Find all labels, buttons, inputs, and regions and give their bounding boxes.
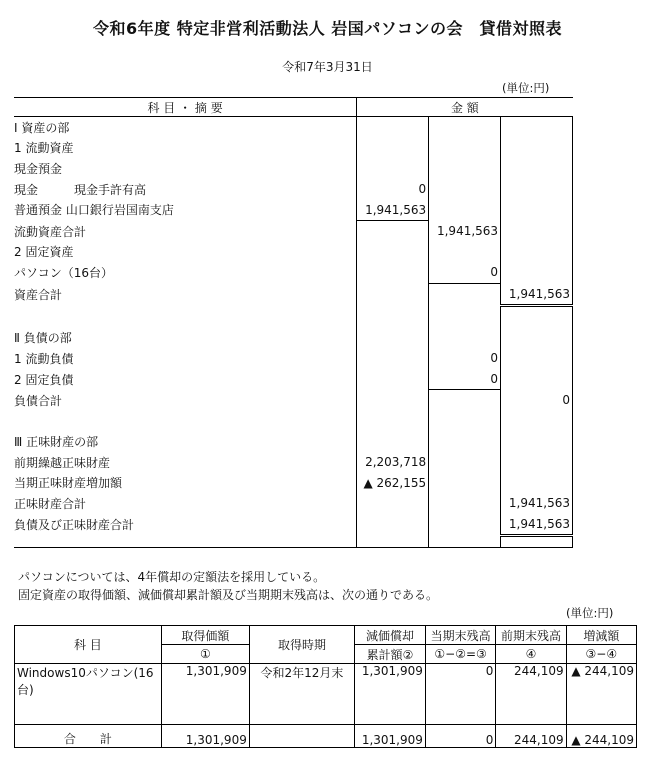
amount-col-2 xyxy=(429,411,501,432)
fa-header-dep: 減価償却 xyxy=(355,626,426,645)
fa-total-acq xyxy=(249,725,354,748)
balance-sheet-row xyxy=(14,179,573,200)
row-label: 2 固定資産 xyxy=(14,242,357,263)
balance-sheet-row xyxy=(14,473,573,494)
document-date: 令和7年3月31日 xyxy=(282,60,373,74)
balance-sheet-row xyxy=(14,262,573,283)
balance-sheet-row xyxy=(14,514,573,536)
amount-col-3 xyxy=(501,199,573,220)
amount-col-3 xyxy=(501,473,573,494)
amount-col-2 xyxy=(429,138,501,159)
amount-col-2 xyxy=(429,158,501,179)
row-label: 2 固定負債 xyxy=(14,369,357,390)
row-label xyxy=(14,305,357,327)
amount-col-2 xyxy=(429,473,501,494)
balance-sheet-row xyxy=(14,390,573,411)
fa-total-item: 合 計 xyxy=(15,725,162,748)
amount-col-2 xyxy=(429,514,501,536)
balance-sheet-row xyxy=(14,369,573,390)
balance-sheet-row xyxy=(14,138,573,159)
row-label: 正味財産合計 xyxy=(14,493,357,514)
amount-col-1 xyxy=(357,117,429,138)
document-title: 令和6年度 特定非営利活動法人 岩国パソコンの会 貸借対照表 xyxy=(93,19,562,38)
balance-sheet-row xyxy=(14,327,573,348)
amount-col-1 xyxy=(357,411,429,432)
row-label: 負債合計 xyxy=(14,390,357,411)
note-line-1: パソコンについては、4年償却の定額法を採用している。 xyxy=(18,570,326,584)
amount-col-1 xyxy=(357,305,429,327)
fa-cost: 1,301,909 xyxy=(161,664,249,725)
fa-header-cur: 当期末残高 xyxy=(425,626,495,645)
amount-col-3: 0 xyxy=(501,390,573,411)
fixed-asset-total-row xyxy=(15,725,637,748)
balance-sheet-row xyxy=(14,158,573,179)
fixed-asset-table xyxy=(14,625,637,748)
amount-col-3 xyxy=(501,220,573,241)
fixed-asset-row xyxy=(15,664,637,725)
amount-col-3: 1,941,563 xyxy=(501,493,573,514)
amount-col-3 xyxy=(501,117,573,138)
row-label: 前期繰越正味財産 xyxy=(14,452,357,473)
amount-col-3 xyxy=(501,158,573,179)
balance-sheet-row xyxy=(14,305,573,327)
amount-col-2: 0 xyxy=(429,348,501,369)
balance-sheet-row xyxy=(14,283,573,305)
amount-col-3 xyxy=(501,452,573,473)
fa-item: Windows10パソコン(16台) xyxy=(15,664,162,725)
amount-col-1 xyxy=(357,138,429,159)
header-amount: 金 額 xyxy=(357,98,573,117)
amount-col-2: 1,941,563 xyxy=(429,220,501,241)
fa-header-item: 科 目 xyxy=(15,626,162,664)
balance-sheet-row xyxy=(14,199,573,220)
header-item: 科 目 ・ 摘 要 xyxy=(14,98,357,117)
amount-col-2 xyxy=(429,242,501,263)
balance-sheet-row xyxy=(14,411,573,432)
balance-sheet-row xyxy=(14,220,573,241)
row-label: Ⅱ 負債の部 xyxy=(14,327,357,348)
amount-col-1 xyxy=(357,431,429,452)
row-label: 流動資産合計 xyxy=(14,220,357,241)
fa-total-cur: 0 xyxy=(425,725,495,748)
unit-label: (単位:円) xyxy=(502,81,550,95)
row-label: 負債及び正味財産合計 xyxy=(14,514,357,536)
amount-col-1 xyxy=(357,158,429,179)
balance-sheet-row xyxy=(14,348,573,369)
row-label: 現金預金 xyxy=(14,158,357,179)
row-label: 普通預金 山口銀行岩国南支店 xyxy=(14,199,357,220)
amount-col-3 xyxy=(501,348,573,369)
fa-cur: 0 xyxy=(425,664,495,725)
amount-col-1 xyxy=(357,493,429,514)
row-label: 現金 現金手許有高 xyxy=(14,179,357,200)
amount-col-1 xyxy=(357,369,429,390)
amount-col-1 xyxy=(357,390,429,411)
amount-col-3 xyxy=(501,138,573,159)
amount-col-1 xyxy=(357,242,429,263)
fa-acq: 令和2年12月末 xyxy=(249,664,354,725)
row-label: 1 流動資産 xyxy=(14,138,357,159)
amount-col-2 xyxy=(429,327,501,348)
row-label: 当期正味財産増加額 xyxy=(14,473,357,494)
amount-col-1 xyxy=(357,220,429,241)
row-label: 資産合計 xyxy=(14,283,357,305)
amount-col-2 xyxy=(429,390,501,411)
row-label: パソコン（16台） xyxy=(14,262,357,283)
amount-col-2 xyxy=(429,452,501,473)
fa-header-cur-sub: ①−②=③ xyxy=(425,645,495,664)
amount-col-3: 1,941,563 xyxy=(501,283,573,305)
row-label: Ⅲ 正味財産の部 xyxy=(14,431,357,452)
fa-total-chg: ▲ 244,109 xyxy=(566,725,636,748)
amount-col-2 xyxy=(429,117,501,138)
amount-col-3 xyxy=(501,305,573,327)
balance-sheet-row xyxy=(14,493,573,514)
fa-header-prev-no: ④ xyxy=(496,645,566,664)
amount-col-1 xyxy=(357,262,429,283)
fa-header-cost: 取得価額 xyxy=(161,626,249,645)
fixed-asset-header xyxy=(15,626,637,645)
amount-col-2 xyxy=(429,305,501,327)
fa-prev: 244,109 xyxy=(496,664,566,725)
amount-col-1 xyxy=(357,348,429,369)
amount-col-1: 1,941,563 xyxy=(357,199,429,220)
balance-sheet-bottom xyxy=(14,536,573,548)
amount-col-1: 2,203,718 xyxy=(357,452,429,473)
amount-col-3 xyxy=(501,179,573,200)
fa-total-prev: 244,109 xyxy=(496,725,566,748)
balance-sheet-header xyxy=(14,98,573,117)
amount-col-3 xyxy=(501,411,573,432)
amount-col-3 xyxy=(501,262,573,283)
amount-col-1 xyxy=(357,327,429,348)
fa-chg: ▲ 244,109 xyxy=(566,664,636,725)
balance-sheet-row xyxy=(14,431,573,452)
row-label: Ⅰ 資産の部 xyxy=(14,117,357,138)
row-label: 1 流動負債 xyxy=(14,348,357,369)
amount-col-3: 1,941,563 xyxy=(501,514,573,536)
amount-col-3 xyxy=(501,327,573,348)
fa-total-cost: 1,301,909 xyxy=(161,725,249,748)
unit-label-2: (単位:円) xyxy=(566,606,614,620)
fa-header-dep-sub: 累計額② xyxy=(355,645,426,664)
amount-col-1: ▲ 262,155 xyxy=(357,473,429,494)
fa-header-prev: 前期末残高 xyxy=(496,626,566,645)
amount-col-1: 0 xyxy=(357,179,429,200)
fa-header-chg-sub: ③−④ xyxy=(566,645,636,664)
fa-dep: 1,301,909 xyxy=(355,664,426,725)
amount-col-3 xyxy=(501,431,573,452)
amount-col-3 xyxy=(501,242,573,263)
row-label xyxy=(14,411,357,432)
balance-sheet-row xyxy=(14,242,573,263)
amount-col-2: 0 xyxy=(429,369,501,390)
balance-sheet-table xyxy=(14,97,573,548)
amount-col-1 xyxy=(357,514,429,536)
amount-col-2: 0 xyxy=(429,262,501,283)
amount-col-1 xyxy=(357,283,429,305)
balance-sheet-row xyxy=(14,117,573,138)
amount-col-3 xyxy=(501,369,573,390)
amount-col-2 xyxy=(429,283,501,305)
amount-col-2 xyxy=(429,431,501,452)
fa-header-chg: 増減額 xyxy=(566,626,636,645)
fa-total-dep: 1,301,909 xyxy=(355,725,426,748)
fa-header-cost-no: ① xyxy=(161,645,249,664)
amount-col-2 xyxy=(429,199,501,220)
balance-sheet-row xyxy=(14,452,573,473)
amount-col-2 xyxy=(429,179,501,200)
amount-col-2 xyxy=(429,493,501,514)
fa-header-acq: 取得時期 xyxy=(249,626,354,664)
note-line-2: 固定資産の取得価額、減価償却累計額及び当期期末残高は、次の通りである。 xyxy=(18,588,439,602)
